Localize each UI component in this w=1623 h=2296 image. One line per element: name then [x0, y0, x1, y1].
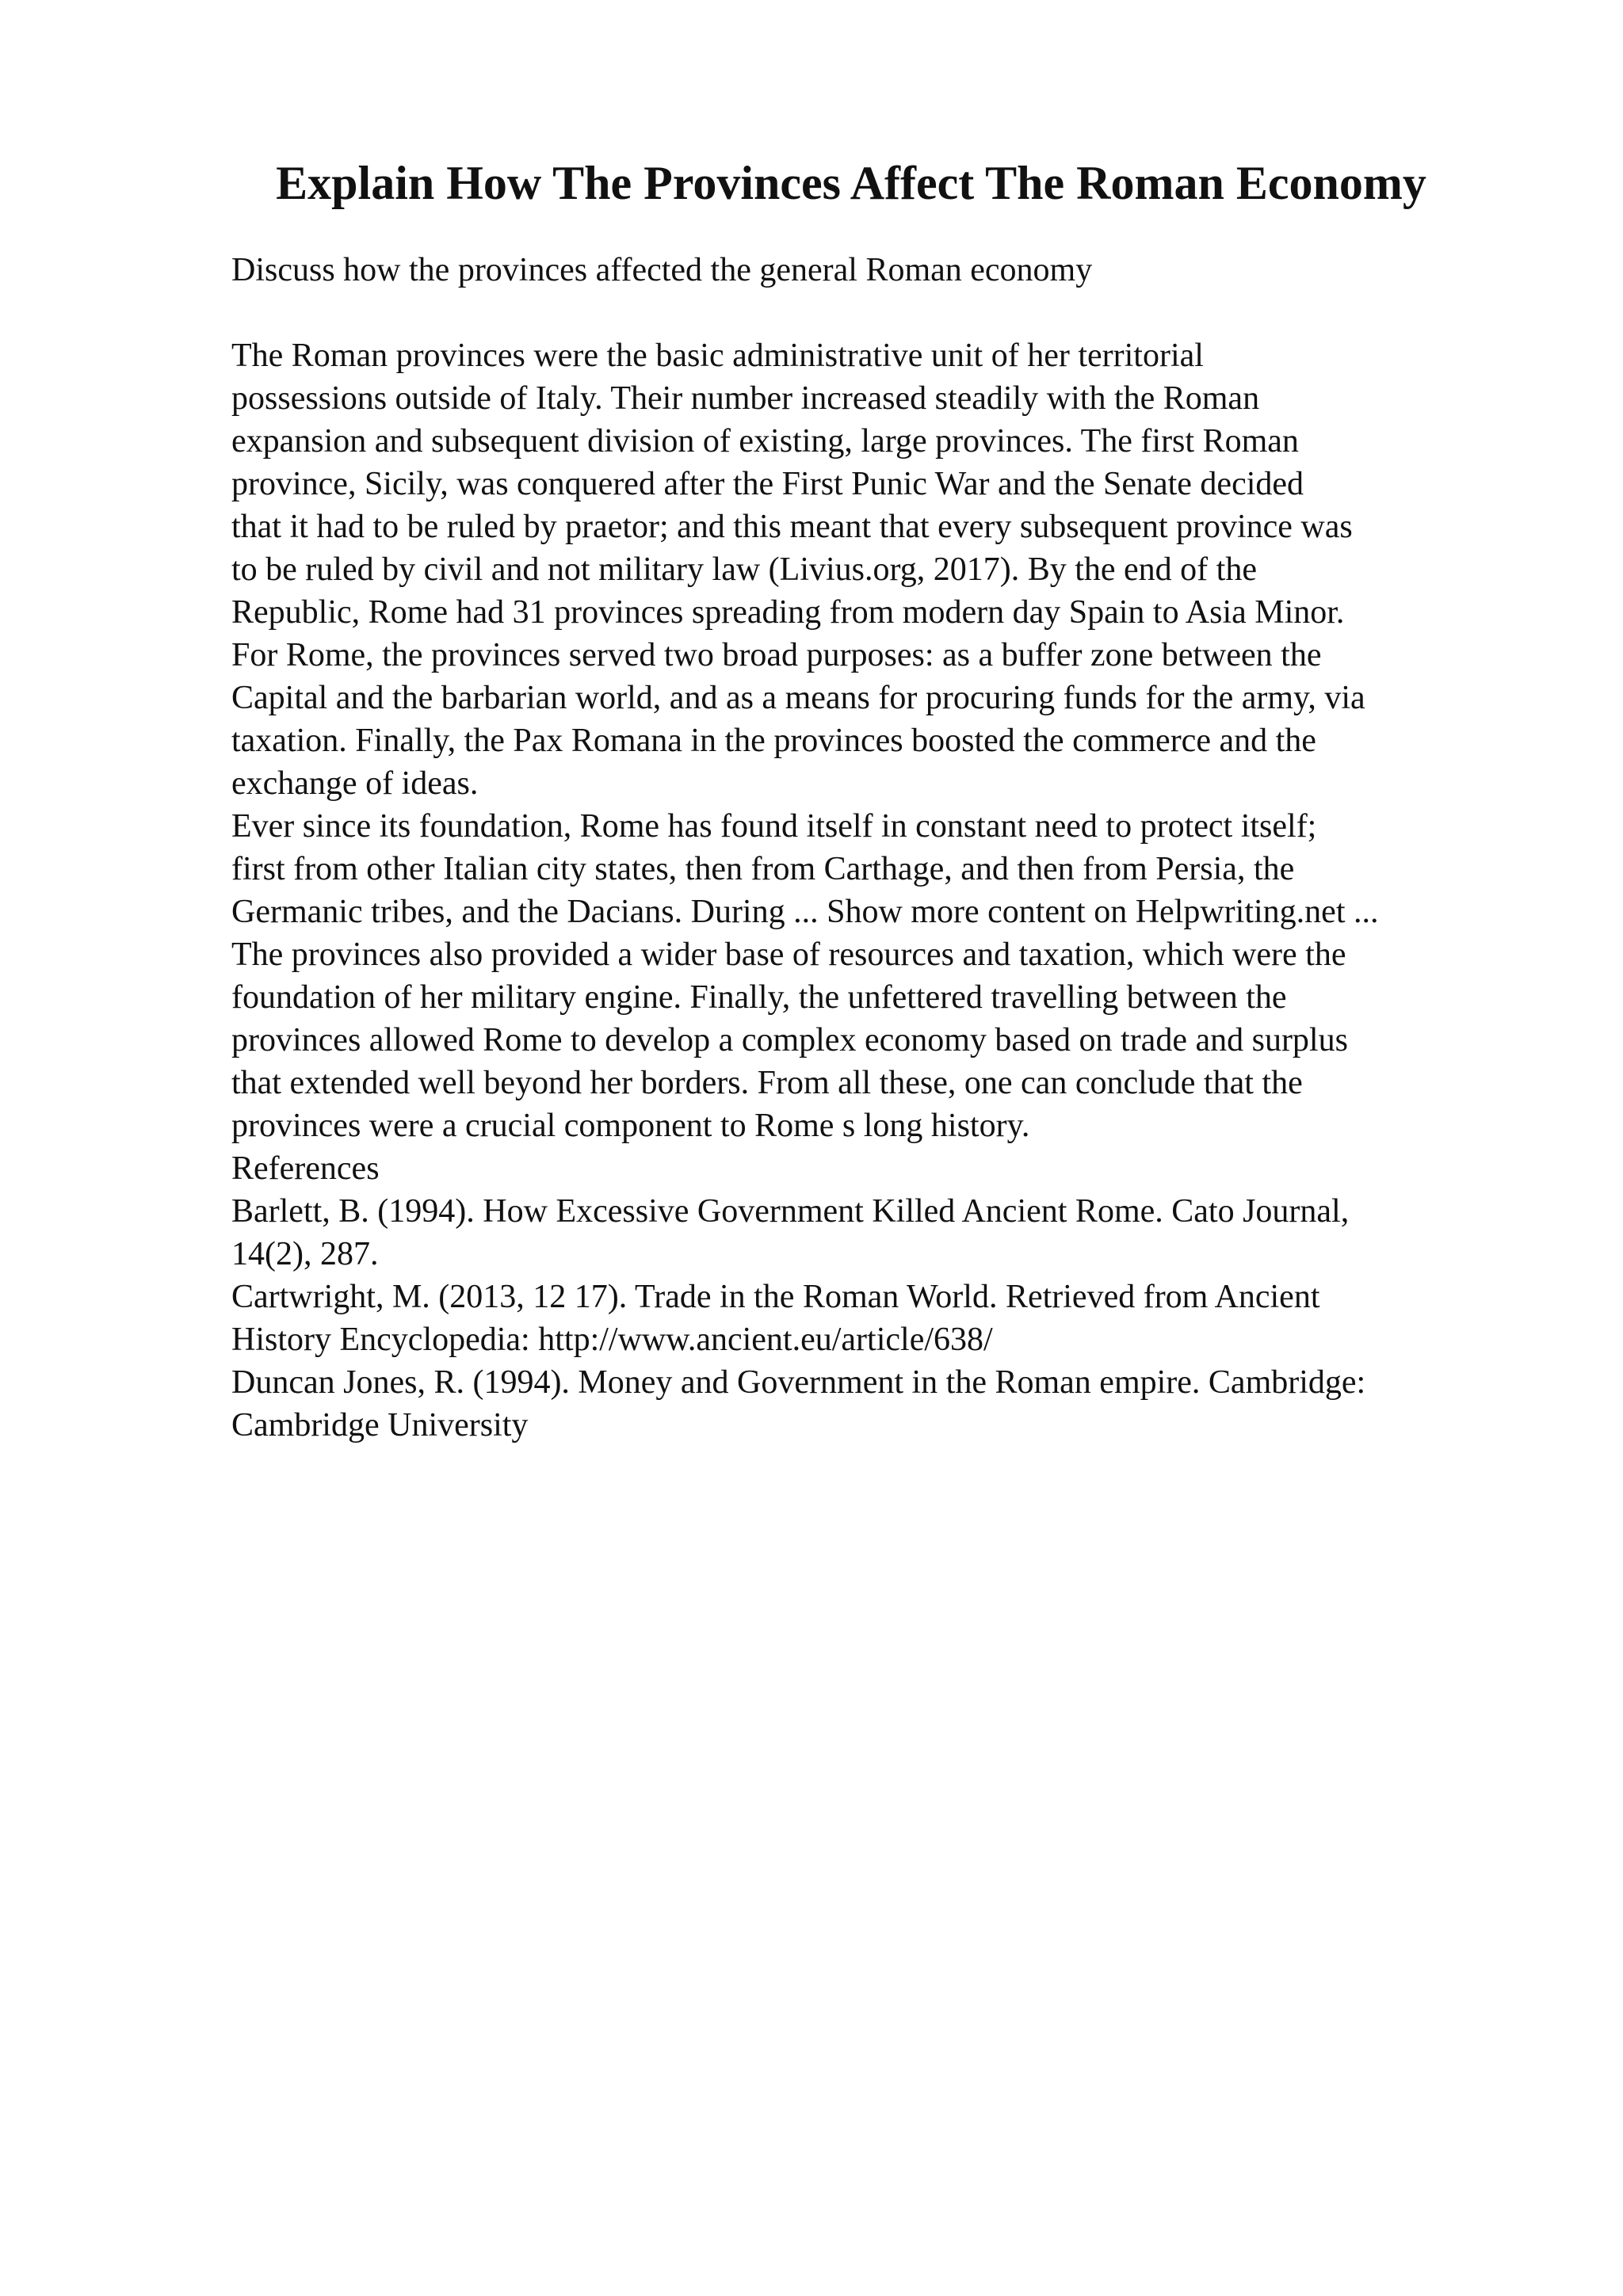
reference-line: 14(2), 287. — [231, 1236, 379, 1272]
body-line: exchange of ideas. — [231, 765, 479, 802]
body-line: that it had to be ruled by praetor; and this meant that every subsequent province was — [231, 509, 1353, 545]
subtitle-line: Discuss how the provinces affected the general Roman economy — [231, 252, 1093, 288]
reference-line: Duncan Jones, R. (1994). Money and Government in the Roman empire. Cambridge: — [231, 1364, 1366, 1401]
references-heading: References — [231, 1150, 380, 1187]
document-title: Explain How The Provinces Affect The Roman Economy — [276, 157, 1426, 209]
body-line: Republic, Rome had 31 provinces spreading from modern day Spain to Asia Minor. — [231, 594, 1345, 631]
body-line: that extended well beyond her borders. From all these, one can conclude that the — [231, 1065, 1303, 1101]
body-line: foundation of her military engine. Finally, the unfettered travelling between the — [231, 979, 1287, 1016]
body-line: Germanic tribes, and the Dacians. During ... Show more content on Helpwriting.net ... — [231, 894, 1379, 930]
reference-line: Cartwright, M. (2013, 12 17). Trade in the Roman World. Retrieved from Ancient — [231, 1279, 1320, 1315]
body-line: expansion and subsequent division of existing, large provinces. The first Roman — [231, 423, 1299, 460]
body-line: The Roman provinces were the basic administrative unit of her territorial — [231, 338, 1204, 374]
body-line: Ever since its foundation, Rome has found itself in constant need to protect itself; — [231, 808, 1317, 845]
body-line: to be ruled by civil and not military law (Livius.org, 2017). By the end of the — [231, 551, 1257, 588]
body-line: first from other Italian city states, then from Carthage, and then from Persia, the — [231, 851, 1295, 887]
body-line: provinces allowed Rome to develop a complex economy based on trade and surplus — [231, 1022, 1348, 1058]
reference-line: Cambridge University — [231, 1407, 529, 1444]
body-line: Capital and the barbarian world, and as a means for procuring funds for the army, via — [231, 680, 1365, 716]
body-line: taxation. Finally, the Pax Romana in the provinces boosted the commerce and the — [231, 723, 1316, 759]
body-line: province, Sicily, was conquered after the First Punic War and the Senate decided — [231, 466, 1304, 502]
body-line: provinces were a crucial component to Rome s long history. — [231, 1108, 1030, 1144]
reference-line: History Encyclopedia: http://www.ancient.eu/article/638/ — [231, 1322, 993, 1358]
body-line: The provinces also provided a wider base of resources and taxation, which were the — [231, 936, 1346, 973]
reference-line: Barlett, B. (1994). How Excessive Government Killed Ancient Rome. Cato Journal, — [231, 1193, 1350, 1230]
body-line: For Rome, the provinces served two broad purposes: as a buffer zone between the — [231, 637, 1322, 673]
body-line: possessions outside of Italy. Their number increased steadily with the Roman — [231, 380, 1260, 417]
